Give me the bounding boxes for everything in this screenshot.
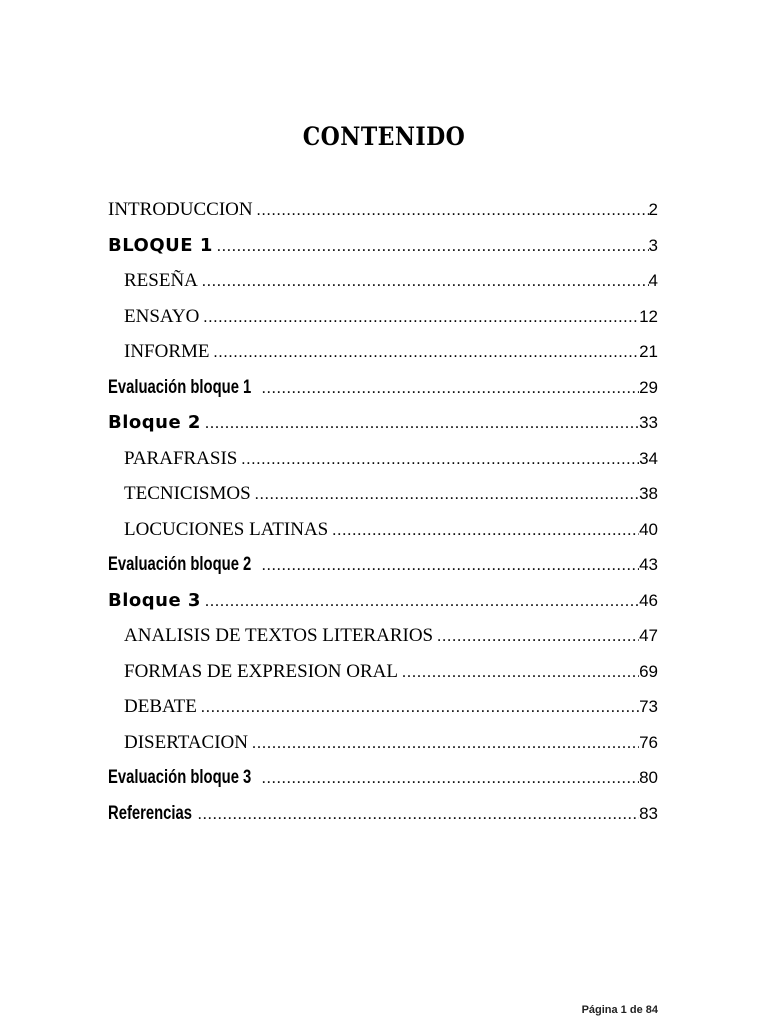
- toc-entry-page-number: 76: [639, 732, 658, 752]
- toc-entry[interactable]: [108, 512, 658, 548]
- toc-entry[interactable]: [108, 725, 658, 761]
- toc-dot-leader: [398, 655, 639, 690]
- toc-entry-label: FORMAS DE EXPRESION ORAL: [124, 660, 398, 682]
- toc-dot-leader: [248, 726, 639, 761]
- toc-entry[interactable]: [108, 583, 658, 619]
- toc-entry-label: INFORME: [124, 341, 210, 362]
- toc-dot-leader: [201, 406, 639, 441]
- toc-entry[interactable]: [108, 654, 658, 690]
- toc-entry-label: Evaluación bloque 3: [108, 767, 252, 788]
- toc-entry[interactable]: [108, 228, 658, 264]
- toc-dot-leader: [433, 619, 639, 654]
- toc-entry-page-number: 4: [648, 271, 658, 290]
- toc-entry-label: BLOQUE 1: [108, 234, 213, 256]
- toc-entry-page-number: 33: [639, 413, 658, 432]
- toc-entry[interactable]: [108, 405, 658, 441]
- toc-dot-leader: [258, 548, 639, 583]
- toc-entry-label: ENSAYO: [124, 305, 200, 327]
- toc-dot-leader: [199, 300, 639, 335]
- toc-entry-page-number: 73: [639, 697, 658, 716]
- toc-dot-leader: [197, 690, 639, 725]
- toc-dot-leader: [213, 229, 649, 264]
- toc-entry-label: LOCUCIONES LATINAS: [124, 518, 329, 540]
- toc-entry-page-number: 3: [648, 235, 658, 255]
- toc-dot-leader: [251, 477, 639, 512]
- toc-entry[interactable]: [108, 476, 658, 512]
- toc-entry-page-number: 21: [639, 342, 658, 361]
- toc-dot-leader: [198, 264, 649, 299]
- toc-entry-page-number: 40: [639, 519, 658, 539]
- toc-entry-page-number: 38: [639, 484, 658, 503]
- toc-entry-label: DISERTACION: [124, 731, 249, 753]
- toc-entry[interactable]: [108, 370, 658, 406]
- table-of-contents: [108, 192, 658, 831]
- toc-entry-label: ANALISIS DE TEXTOS LITERARIOS: [124, 625, 434, 646]
- toc-entry-page-number: 12: [639, 306, 658, 326]
- toc-entry[interactable]: [108, 760, 658, 796]
- toc-entry[interactable]: [108, 263, 658, 299]
- toc-entry-label: Evaluación bloque 2: [108, 554, 252, 575]
- toc-entry-label: PARAFRASIS: [124, 447, 238, 469]
- toc-entry-page-number: 80: [639, 768, 658, 787]
- toc-entry[interactable]: [108, 618, 658, 654]
- toc-entry[interactable]: [108, 547, 658, 583]
- toc-dot-leader: [237, 442, 639, 477]
- page-footer: Página 1 de 84: [581, 1004, 658, 1016]
- toc-entry-label: INTRODUCCION: [108, 199, 253, 220]
- toc-entry[interactable]: [108, 334, 658, 370]
- toc-dot-leader: [201, 584, 639, 619]
- toc-entry-page-number: 29: [639, 377, 658, 397]
- toc-dot-leader: [194, 797, 639, 832]
- toc-entry-page-number: 34: [639, 448, 658, 468]
- toc-entry-page-number: 83: [639, 803, 658, 823]
- toc-entry[interactable]: [108, 441, 658, 477]
- toc-dot-leader: [328, 513, 639, 548]
- toc-entry-page-number: 43: [639, 555, 658, 574]
- toc-dot-leader: [258, 761, 639, 796]
- toc-entry[interactable]: [108, 192, 658, 228]
- toc-entry-label: Bloque 3: [108, 589, 201, 611]
- toc-entry-label: DEBATE: [124, 696, 197, 717]
- toc-dot-leader: [210, 335, 640, 370]
- toc-dot-leader: [253, 193, 649, 228]
- toc-entry-label: Referencias: [108, 802, 193, 824]
- toc-entry-label: RESEÑA: [124, 270, 198, 291]
- toc-entry[interactable]: [108, 299, 658, 335]
- toc-dot-leader: [258, 371, 639, 406]
- toc-entry[interactable]: [108, 689, 658, 725]
- toc-entry-label: TECNICISMOS: [124, 483, 251, 504]
- toc-entry-page-number: 47: [639, 626, 658, 645]
- toc-entry[interactable]: [108, 796, 658, 832]
- toc-entry-page-number: 69: [639, 661, 658, 681]
- toc-entry-page-number: 2: [648, 200, 658, 219]
- page-title: CONTENIDO: [302, 122, 466, 151]
- toc-entry-label: Bloque 2: [108, 412, 201, 433]
- toc-entry-page-number: 46: [639, 590, 658, 610]
- toc-entry-label: Evaluación bloque 1: [108, 376, 252, 398]
